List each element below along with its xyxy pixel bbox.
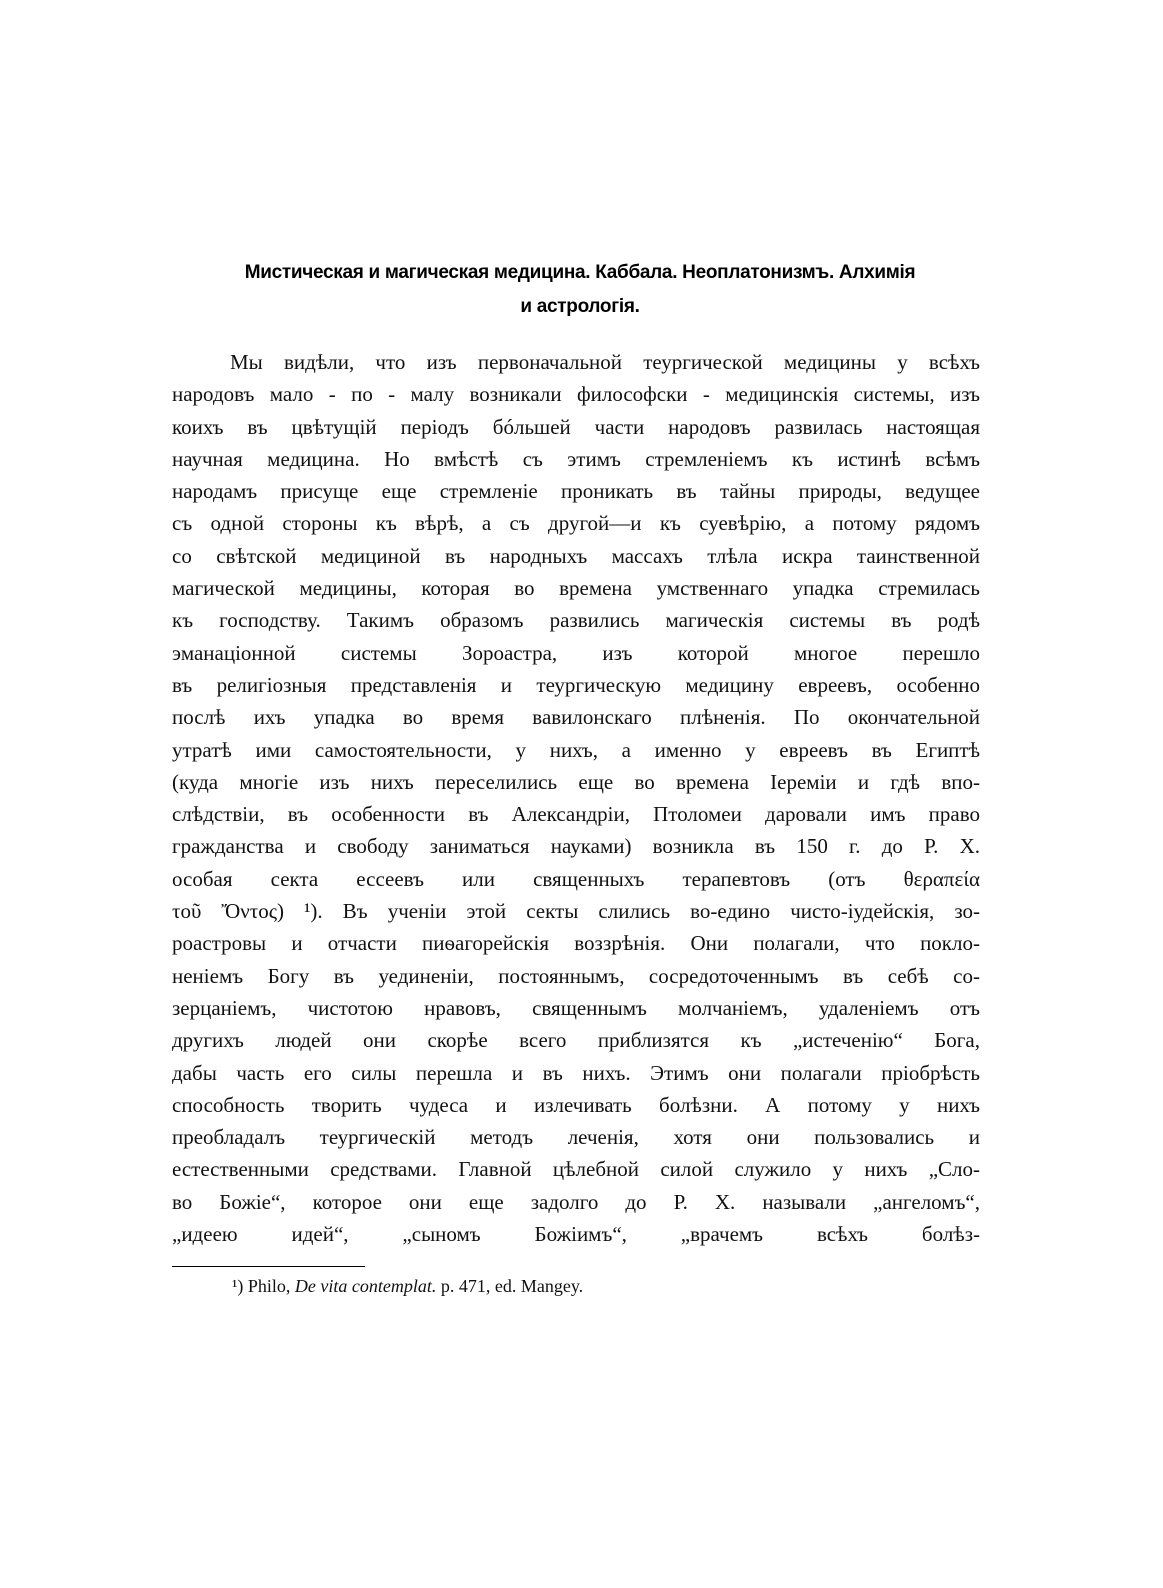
chapter-heading-line-2: и астрологія. <box>520 296 640 317</box>
body-line: во Божіе“, которое они еще задолго до Р. Х. называли „ангеломъ“, <box>172 1189 980 1214</box>
footnote-rest: p. 471, ed. Mangey. <box>440 1276 584 1296</box>
body-line: слѣдствіи, въ особенности въ Александріи, Птоломеи даровали имъ право <box>172 802 980 827</box>
body-line: τοῦ Ὄντος) ¹). Въ ученіи этой секты слились во-едино чисто-іудейскія, зо- <box>172 899 980 924</box>
footnote <box>232 1276 583 1297</box>
body-line: съ одной стороны къ вѣрѣ, а съ другой—и къ суевѣрію, а потому рядомъ <box>172 511 980 536</box>
body-line: „идеею идей“, „сыномъ Божіимъ“, „врачемъ всѣхъ болѣз- <box>172 1222 980 1247</box>
chapter-heading-line-1: Мистическая и магическая медицина. Каббала. Неоплатонизмъ. Алхимія <box>244 262 916 283</box>
footnote-marker: ¹) <box>232 1276 244 1296</box>
body-line: гражданства и свободу заниматься науками) возникла въ 150 г. до Р. Х. <box>172 834 980 859</box>
body-line: зерцаніемъ, чистотою нравовъ, священнымъ молчаніемъ, удаленіемъ отъ <box>172 995 980 1020</box>
body-line: научная медицина. Но вмѣстѣ съ этимъ стремленіемъ къ истинѣ всѣмъ <box>172 446 980 471</box>
body-line: роастровы и отчасти пиѳагорейскія воззрѣнія. Они полагали, что покло- <box>172 931 980 956</box>
footnote-title: De vita contemplat. <box>294 1276 437 1296</box>
body-line: неніемъ Богу въ уединеніи, постояннымъ, сосредоточеннымъ въ себѣ со- <box>172 963 980 988</box>
body-line: естественными средствами. Главной цѣлебной силой служило у нихъ „Сло- <box>172 1157 980 1182</box>
body-line: народовъ мало - по - малу возникали философски - медицинскія системы, изъ <box>172 382 980 407</box>
body-line: Мы видѣли, что изъ первоначальной теургической медицины у всѣхъ <box>230 350 980 374</box>
body-line: къ господству. Такимъ образомъ развились магическія системы въ родѣ <box>172 608 980 633</box>
body-line: со свѣтской медициной въ народныхъ массахъ тлѣла искра таинственной <box>172 543 980 568</box>
body-line: магической медицины, которая во времена умственнаго упадка стремилась <box>172 576 980 601</box>
body-paragraph <box>172 346 980 1250</box>
body-line: способность творить чудеса и излечивать болѣзни. А потому у нихъ <box>172 1092 980 1117</box>
body-line: особая секта ессеевъ или священныхъ терапевтовъ (отъ θεραπεία <box>172 866 980 891</box>
body-line: (куда многіе изъ нихъ переселились еще во времена Іереміи и гдѣ впо- <box>172 769 980 794</box>
body-line: въ религіозныя представленія и теургическую медицину евреевъ, особенно <box>172 672 980 697</box>
body-line: послѣ ихъ упадка во время вавилонскаго плѣненія. По окончательной <box>172 705 980 730</box>
footnote-author: Philo, <box>247 1276 291 1296</box>
body-line: утратѣ ими самостоятельности, у нихъ, а именно у евреевъ въ Египтѣ <box>172 737 980 762</box>
body-line: дабы часть его силы перешла и въ нихъ. Этимъ они полагали пріобрѣсть <box>172 1060 980 1085</box>
body-line: коихъ въ цвѣтущій періодъ бóльшей части народовъ развилась настоящая <box>172 414 980 439</box>
body-line: эманаціонной системы Зороастра, изъ которой многое перешло <box>172 640 980 665</box>
body-line: другихъ людей они скорѣе всего приблизятся къ „истеченію“ Бога, <box>172 1028 980 1053</box>
body-line: народамъ присуще еще стремленіе проникать въ тайны природы, ведущее <box>172 479 980 504</box>
footnote-divider <box>172 1266 365 1267</box>
body-line: преобладалъ теургическій методъ леченія, хотя они пользовались и <box>172 1125 980 1150</box>
